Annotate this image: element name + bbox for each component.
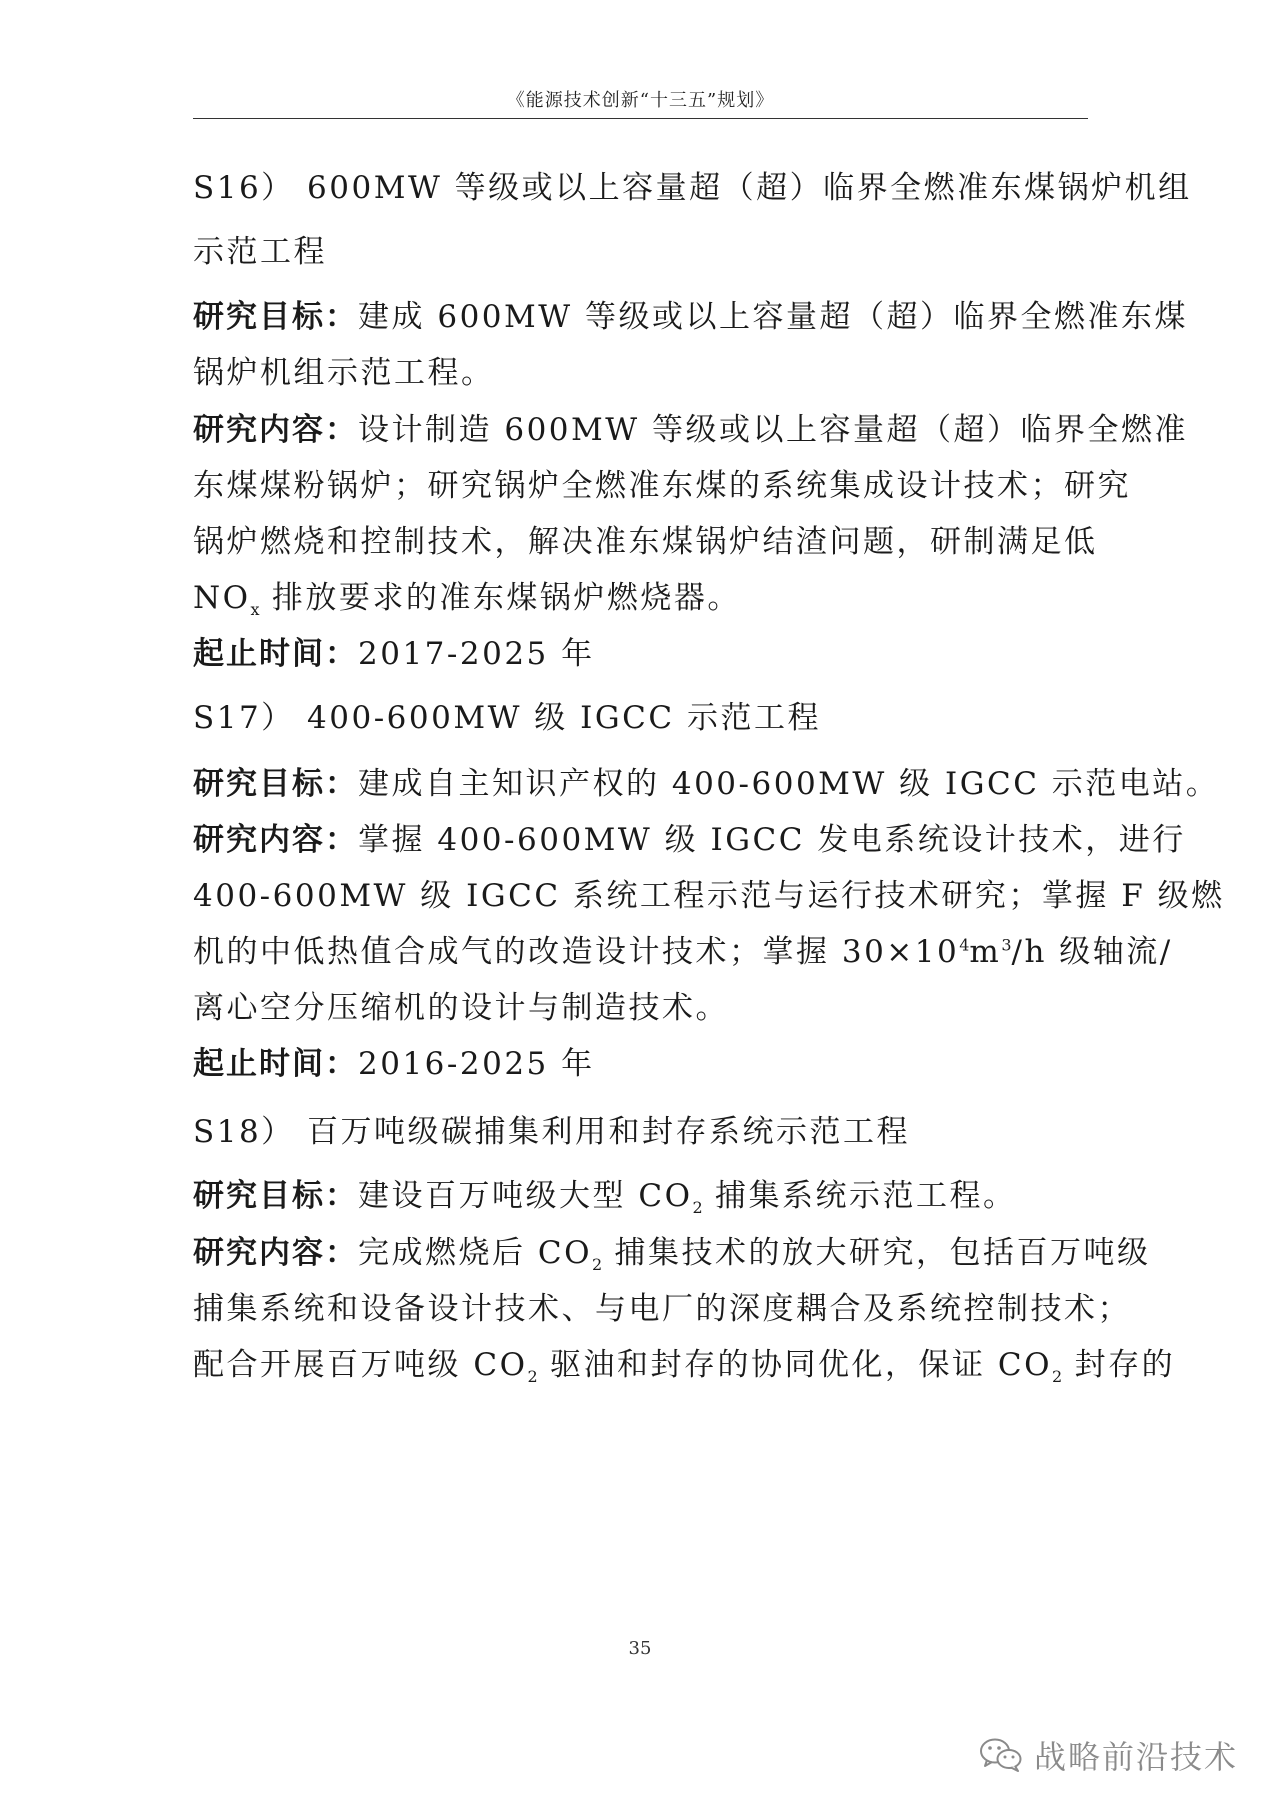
section-s18-content-line1 [193,1233,1151,1273]
content-text: 设计制造 600MW 等级或以上容量超（超）临界全燃准 [358,412,1188,448]
content-text: 封存的 [1062,1347,1176,1383]
goal-text: 建设百万吨级大型 CO [358,1178,693,1214]
goal-text: 建成 600MW 等级或以上容量超（超）临界全燃准东煤 [358,299,1188,335]
section-s17-content-line1 [193,820,1186,860]
header-rule [193,118,1088,119]
content-text: 驱油和封存的协同优化，保证 CO [537,1347,1053,1383]
section-s18-content-line3 [193,1345,1175,1385]
section-s17-period [193,1044,595,1084]
page-number: 35 [628,1638,652,1659]
section-s16-goal-line2: 锅炉机组示范工程。 [193,355,495,391]
section-s16-content-line3: 锅炉燃烧和控制技术，解决准东煤锅炉结渣问题，研制满足低 [193,524,1098,560]
running-header: 《能源技术创新“十三五”规划》 [506,90,775,111]
watermark-text: 战略前沿技术 [1033,1738,1238,1776]
section-s16-goal-line1 [193,297,1188,337]
content-text: 排放要求的准东煤锅炉燃烧器。 [259,580,741,616]
subscript: 2 [527,1367,538,1387]
wechat-icon [978,1736,1024,1774]
watermark [978,1732,1238,1778]
content-text: 完成燃烧后 CO [358,1235,592,1271]
section-s17-content-line3 [193,932,1173,972]
section-s17-heading: S17） 400-600MW 级 IGCC 示范工程 [193,700,821,736]
section-s16-content-line4 [193,578,741,618]
period-value: 2016-2025 年 [358,1046,595,1082]
period-label: 起止时间： [193,1046,358,1082]
subscript: 2 [592,1255,603,1275]
content-text: m [969,934,1002,970]
section-s18-content-line2: 捕集系统和设备设计技术、与电厂的深度耦合及系统控制技术； [193,1291,1131,1327]
goal-label: 研究目标： [193,299,358,335]
section-s17-goal-line1 [193,764,1219,804]
content-text: /h 级轴流/ [1011,934,1173,970]
content-label: 研究内容： [193,1235,358,1271]
superscript: 4 [959,935,970,955]
content-label: 研究内容： [193,822,358,858]
goal-text: 捕集系统示范工程。 [702,1178,1017,1214]
content-text: NO [193,580,251,616]
section-s16-heading-line1: S16） 600MW 等级或以上容量超（超）临界全燃准东煤锅炉机组 [193,170,1192,206]
goal-label: 研究目标： [193,766,358,802]
period-label: 起止时间： [193,636,358,672]
content-label: 研究内容： [193,412,358,448]
section-s18-heading: S18） 百万吨级碳捕集利用和封存系统示范工程 [193,1114,911,1150]
content-text: 配合开展百万吨级 CO [193,1347,528,1383]
section-s17-content-line2: 400-600MW 级 IGCC 系统工程示范与运行技术研究；掌握 F 级燃 [193,878,1225,914]
goal-text: 建成自主知识产权的 400-600MW 级 IGCC 示范电站。 [358,766,1220,802]
section-s16-content-line2: 东煤煤粉锅炉；研究锅炉全燃准东煤的系统集成设计技术；研究 [193,468,1131,504]
section-s16-content-line1 [193,410,1188,450]
subscript: 2 [692,1198,703,1218]
goal-label: 研究目标： [193,1178,358,1214]
content-text: 掌握 400-600MW 级 IGCC 发电系统设计技术，进行 [358,822,1186,858]
period-value: 2017-2025 年 [358,636,595,672]
content-text: 捕集技术的放大研究，包括百万吨级 [602,1235,1151,1271]
subscript: 2 [1052,1367,1063,1387]
section-s16-heading-line2: 示范工程 [193,234,327,270]
content-text: 机的中低热值合成气的改造设计技术；掌握 30×10 [193,934,960,970]
superscript: 3 [1001,935,1012,955]
subscript: x [250,600,260,620]
section-s16-period [193,634,595,674]
section-s18-goal-line1 [193,1176,1017,1216]
section-s17-content-line4: 离心空分压缩机的设计与制造技术。 [193,990,729,1026]
